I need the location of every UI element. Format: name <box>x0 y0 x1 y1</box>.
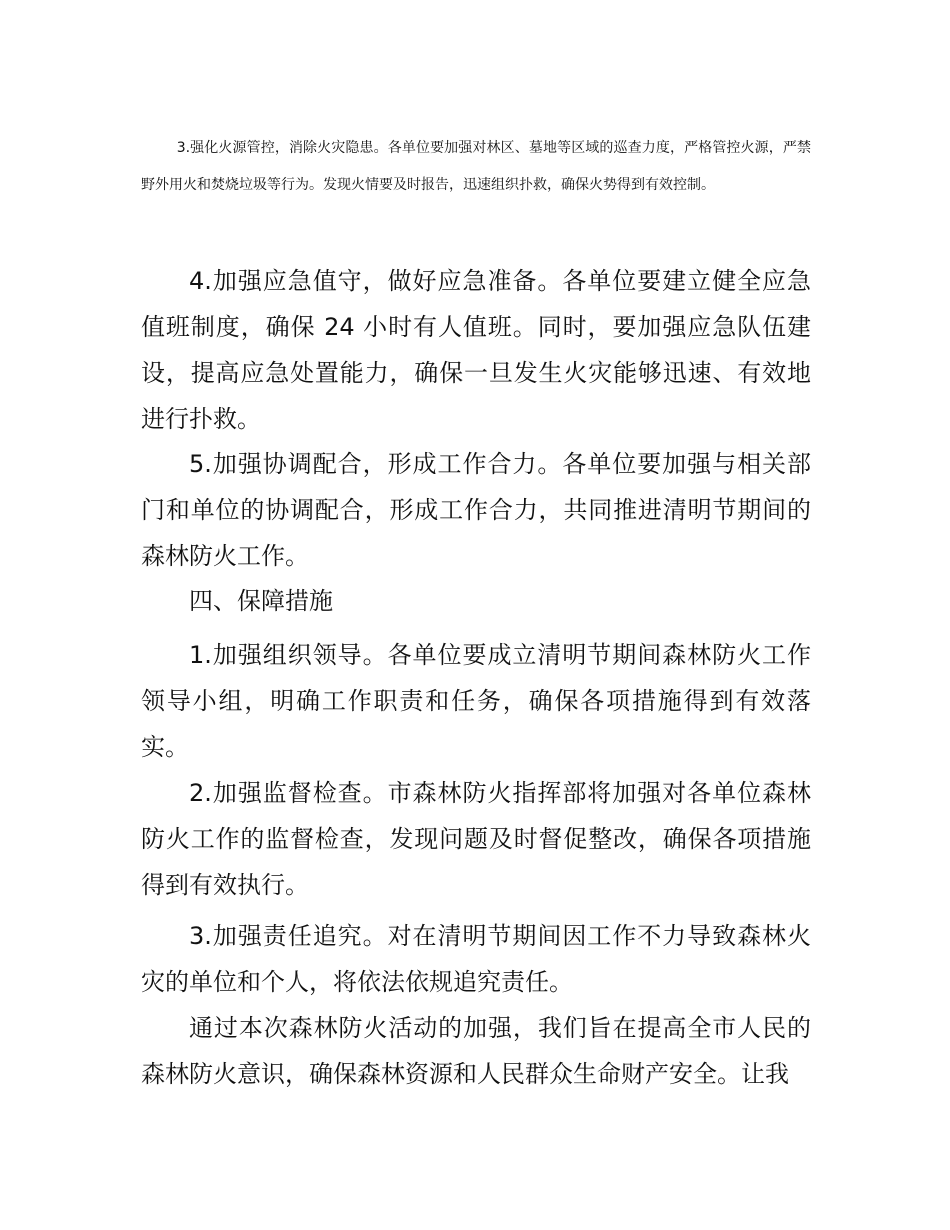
paragraph-coordination: 5.加强协调配合，形成工作合力。各单位要加强与相关部门和单位的协调配合，形成工作合力，共同推进清明节期间的森林防火工作。 <box>141 450 811 570</box>
paragraph-emergency-duty: 4.加强应急值守，做好应急准备。各单位要建立健全应急值班制度，确保 24 小时有人值班。同时，要加强应急队伍建设，提高应急处置能力，确保一旦发生火灾能够迅速、有效地进行扑救。 <box>141 267 811 433</box>
section-heading-safeguards: 四、保障措施 <box>189 587 333 615</box>
paragraph-supervision-inspection: 2.加强监督检查。市森林防火指挥部将加强对各单位森林防火工作的监督检查，发现问题及时督促整改，确保各项措施得到有效执行。 <box>141 779 811 899</box>
paragraph-organization-leadership: 1.加强组织领导。各单位要成立清明节期间森林防火工作领导小组，明确工作职责和任务，确保各项措施得到有效落实。 <box>141 641 811 761</box>
paragraph-fire-source-control: 3.强化火源管控，消除火灾隐患。各单位要加强对林区、墓地等区域的巡查力度，严格管控火源，严禁野外用火和焚烧垃圾等行为。发现火情要及时报告，迅速组织扑救，确保火势得到有效控制。 <box>141 140 811 193</box>
paragraph-accountability: 3.加强责任追究。对在清明节期间因工作不力导致森林火灾的单位和个人，将依法依规追究责任。 <box>141 922 811 996</box>
paragraph-conclusion: 通过本次森林防火活动的加强，我们旨在提高全市人民的森林防火意识，确保森林资源和人民群众生命财产安全。让我 <box>141 1014 811 1088</box>
